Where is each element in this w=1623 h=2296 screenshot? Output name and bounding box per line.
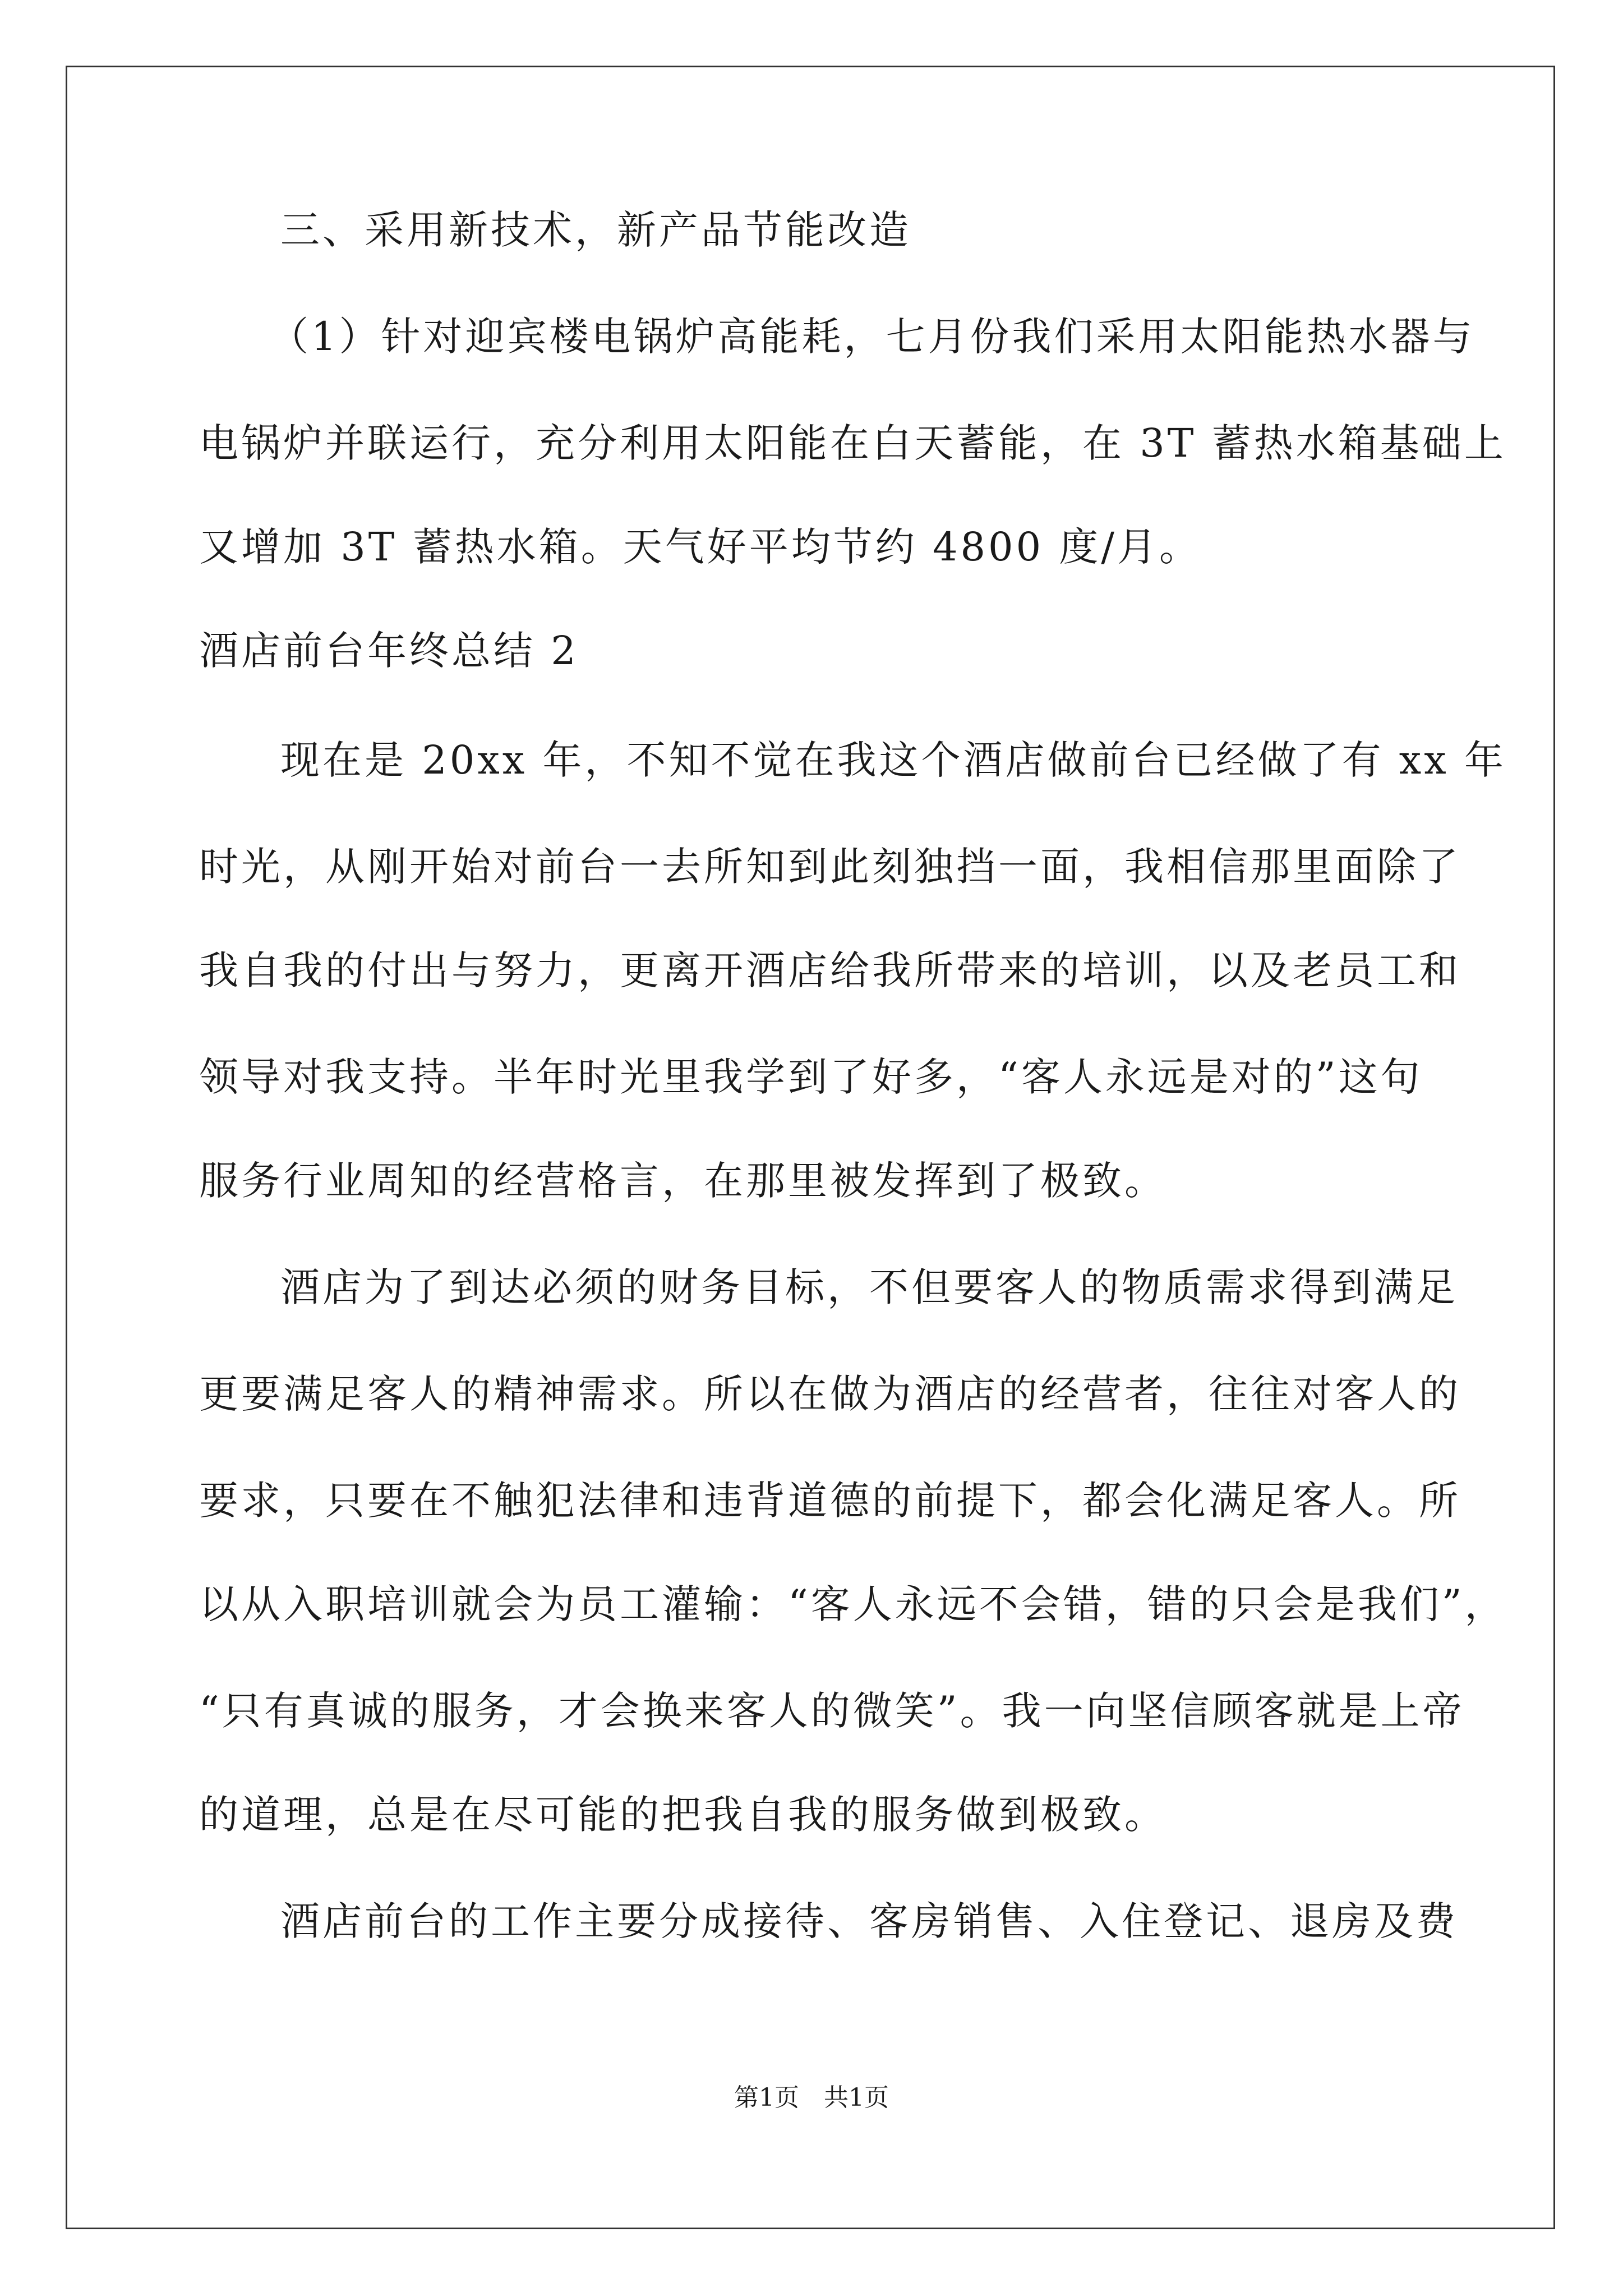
paragraph-line: “只有真诚的服务，才会换来客人的微笑”。我一向坚信顾客就是上帝 <box>199 1688 1465 1734</box>
paragraph-line: 领导对我支持。半年时光里我学到了好多，“客人永远是对的”这句 <box>199 1054 1423 1100</box>
paragraph-line: 时光，从刚开始对前台一去所知到此刻独挡一面，我相信那里面除了 <box>199 844 1461 890</box>
paragraph-line: 要求，只要在不触犯法律和违背道德的前提下，都会化满足客人。所 <box>199 1478 1461 1524</box>
paragraph-line: 现在是 20xx 年，不知不觉在我这个酒店做前台已经做了有 xx 年 <box>280 737 1506 783</box>
paragraph-line: 的道理，总是在尽可能的把我自我的服务做到极致。 <box>199 1792 1166 1838</box>
document-title: 酒店前台年终总结 2 <box>199 628 579 674</box>
page-number: 第1页 共1页 <box>734 2083 889 2112</box>
paragraph-line: 服务行业周知的经营格言，在那里被发挥到了极致。 <box>199 1158 1166 1204</box>
paragraph-line: 电锅炉并联运行，充分利用太阳能在白天蓄能，在 3T 蓄热水箱基础上 <box>199 420 1506 466</box>
paragraph-line: （1）针对迎宾楼电锅炉高能耗，七月份我们采用太阳能热水器与 <box>269 314 1475 360</box>
paragraph-line: 又增加 3T 蓄热水箱。天气好平均节约 4800 度/月。 <box>199 524 1201 570</box>
paragraph-line: 更要满足客人的精神需求。所以在做为酒店的经营者，往往对客人的 <box>199 1371 1461 1417</box>
paragraph-line: 酒店为了到达必须的财务目标，不但要客人的物质需求得到满足 <box>280 1264 1458 1310</box>
paragraph-line: 以从入职培训就会为员工灌输：“客人永远不会错，错的只会是我们”， <box>199 1581 1507 1627</box>
section-heading: 三、采用新技术，新产品节能改造 <box>280 207 911 253</box>
paragraph-line: 酒店前台的工作主要分成接待、客房销售、入住登记、退房及费 <box>280 1898 1458 1944</box>
paragraph-line: 我自我的付出与努力，更离开酒店给我所带来的培训，以及老员工和 <box>199 947 1461 993</box>
